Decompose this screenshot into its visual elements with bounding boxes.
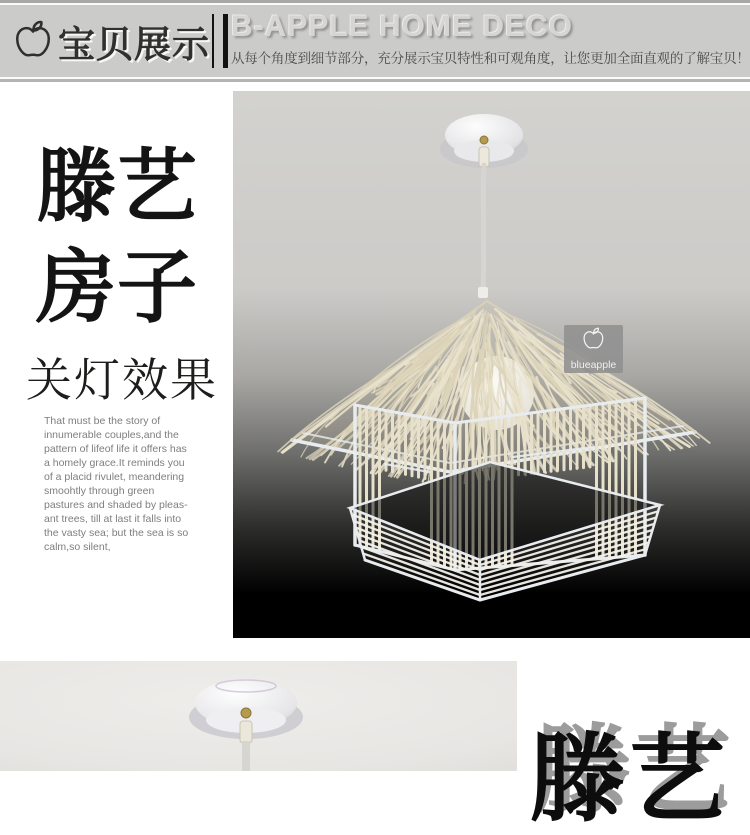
watermark	[564, 325, 623, 373]
lighting-mode-label: 关灯效果	[26, 354, 218, 406]
product-description: That must be the story of innumerable couples,and the pattern of lifeof life it offers has a homely grace.It reminds you of a placid rivulet, meandering smoohtly through green pastures and shaded by pleas- ant trees, till at last it falls into the vasty sea; but the sea is so calm,so silent,	[44, 415, 189, 553]
header-banner	[231, 10, 750, 67]
pendant-cord	[242, 741, 250, 771]
cord-socket	[240, 721, 252, 743]
cord-connector	[478, 287, 488, 298]
canopy-screw	[241, 708, 251, 718]
header-divider	[212, 14, 228, 68]
main-product-photo	[233, 91, 750, 638]
pendant-cord	[483, 165, 484, 289]
header-left	[12, 3, 210, 79]
brand-title: B-APPLE HOME DECO	[231, 10, 574, 43]
brand-tagline: 从每个角度到细节部分，充分展示宝贝特性和可观角度，让您更加全面直观的了解宝贝！	[231, 51, 750, 66]
next-section-title: 滕艺	[529, 726, 729, 833]
canopy-screw	[480, 136, 488, 144]
watermark-text: blueapple	[570, 359, 617, 371]
next-section	[517, 661, 750, 833]
product-title-line1: 滕艺	[36, 144, 198, 232]
second-product-photo	[0, 661, 517, 771]
product-title-line2: 房子	[36, 245, 198, 333]
apple-outline-icon	[12, 20, 54, 62]
intro-panel	[0, 82, 233, 638]
product-title	[36, 138, 226, 340]
page-header	[0, 0, 750, 82]
shop-section-title: 宝贝展示	[58, 24, 210, 65]
